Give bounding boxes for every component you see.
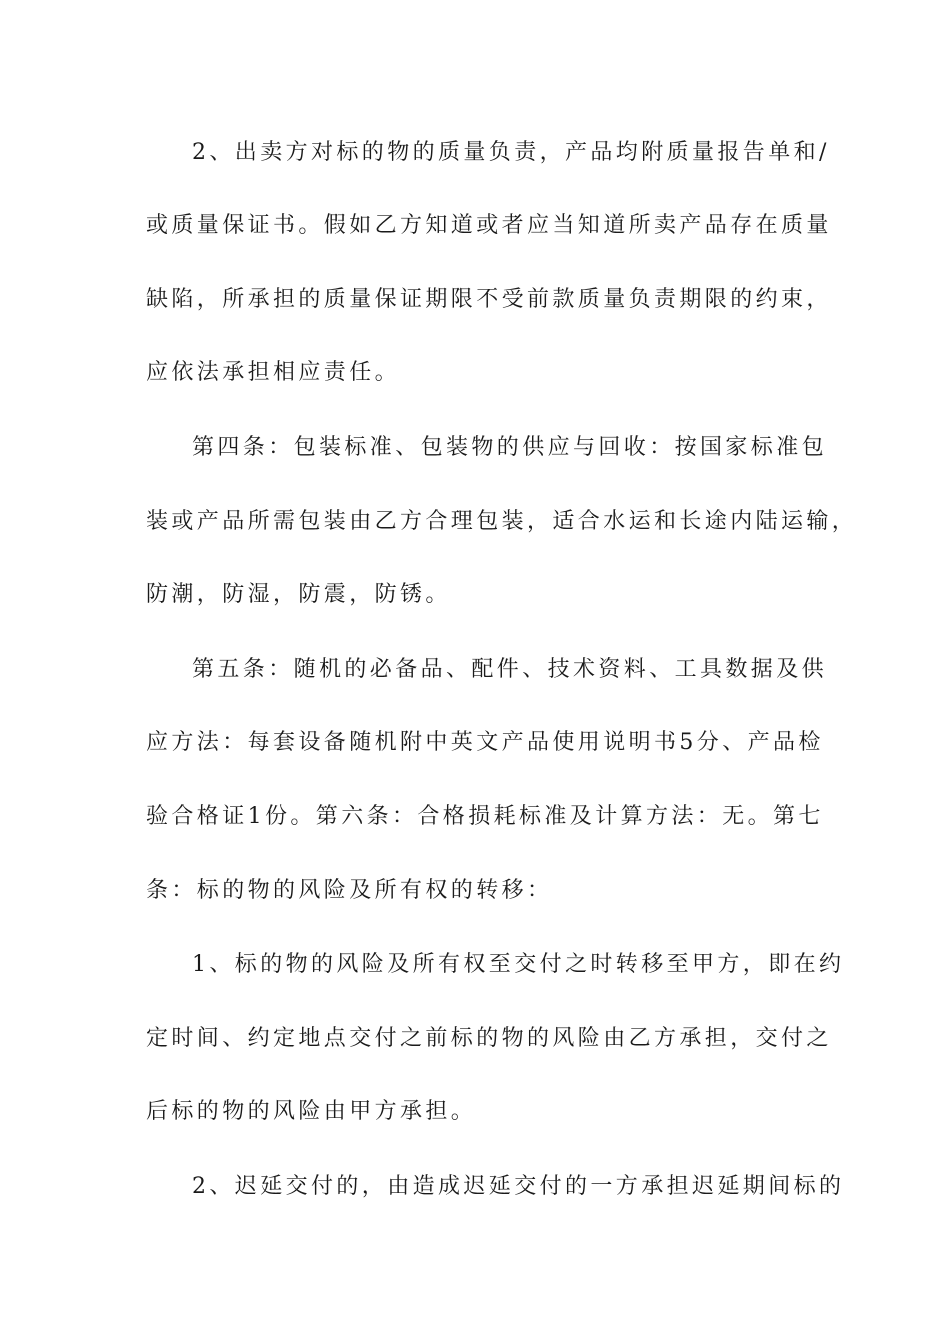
paragraph-line: 或质量保证书。假如乙方知道或者应当知道所卖产品存在质量	[146, 213, 832, 238]
paragraph-line: 定时间、约定地点交付之前标的物的风险由乙方承担，交付之	[146, 1026, 832, 1051]
paragraph-line: 缺陷，所承担的质量保证期限不受前款质量负责期限的约束，	[146, 287, 832, 312]
paragraph-line: 验合格证1份。第六条：合格损耗标准及计算方法：无。第七	[146, 804, 824, 829]
paragraph-line: 2、迟延交付的，由造成迟延交付的一方承担迟延期间标的	[192, 1174, 845, 1199]
paragraph-line: 应依法承担相应责任。	[146, 360, 401, 385]
paragraph-line: 后标的物的风险由甲方承担。	[146, 1099, 477, 1124]
paragraph-line: 应方法：每套设备随机附中英文产品使用说明书5分、产品检	[146, 730, 824, 755]
paragraph-line: 第四条：包装标准、包装物的供应与回收：按国家标准包	[192, 435, 828, 460]
paragraph-line: 1、标的物的风险及所有权至交付之时转移至甲方，即在约	[192, 952, 845, 977]
paragraph-line: 条：标的物的风险及所有权的转移：	[146, 878, 553, 903]
paragraph-line: 2、出卖方对标的物的质量负责，产品均附质量报告单和/	[192, 140, 830, 165]
paragraph-line: 第五条：随机的必备品、配件、技术资料、工具数据及供	[192, 657, 828, 682]
paragraph-line: 防潮，防湿，防震，防锈。	[146, 582, 451, 607]
paragraph-line: 装或产品所需包装由乙方合理包装，适合水运和长途内陆运输，	[146, 509, 858, 534]
